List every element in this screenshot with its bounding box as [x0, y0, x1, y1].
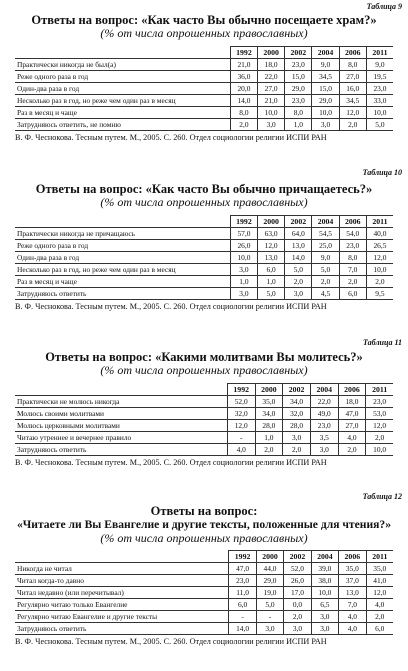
cell: 2,0	[366, 276, 393, 288]
cell: 8,0	[339, 252, 366, 264]
cell: 9,0	[312, 59, 339, 71]
header-row	[15, 47, 393, 59]
cell: 9,5	[366, 288, 393, 300]
cell: 19,5	[366, 71, 393, 83]
row-label: Раз в месяц и чаще	[15, 276, 230, 288]
cell: 2,0	[283, 444, 311, 456]
cell: 3,0	[285, 288, 312, 300]
year-header: 2011	[366, 384, 393, 396]
cell: 2,0	[284, 611, 311, 623]
cell: 49,0	[310, 408, 338, 420]
cell: 4,0	[339, 611, 366, 623]
row-label: Затрудняюсь ответить	[15, 444, 227, 456]
row-label: Раз в месяц и чаще	[15, 107, 230, 119]
cell: 40,0	[366, 228, 393, 240]
year-header: 2006	[339, 551, 366, 563]
year-header: 2002	[284, 551, 311, 563]
cell: 10,0	[312, 107, 339, 119]
table-row	[15, 432, 393, 444]
data-table	[15, 550, 393, 635]
cell: 10,0	[366, 107, 393, 119]
cell: 9,0	[366, 59, 393, 71]
cell: 2,0	[366, 611, 393, 623]
blank-header	[15, 384, 227, 396]
cell: 15,0	[312, 83, 339, 95]
table-row	[15, 276, 393, 288]
cell: 28,0	[283, 420, 311, 432]
table-source: В. Ф. Чеснокова. Тесным путем. М., 2005. С. 260. Отдел социологии религии ИСПИ РАН	[15, 458, 327, 467]
cell: 3,0	[310, 444, 338, 456]
cell: 16,0	[339, 83, 366, 95]
cell: 34,5	[339, 95, 366, 107]
cell: 17,0	[284, 587, 311, 599]
cell: 35,0	[339, 563, 366, 575]
year-header: 2002	[283, 384, 311, 396]
cell: 35,0	[366, 563, 393, 575]
table-row	[15, 107, 393, 119]
cell: 27,0	[258, 83, 285, 95]
cell: 19,0	[256, 587, 283, 599]
table-title: Ответы на вопрос: «Как часто Вы обычно причащаетесь?»	[35, 182, 373, 196]
year-header: 1992	[227, 384, 255, 396]
table-row	[15, 240, 393, 252]
year-header: 2006	[339, 216, 366, 228]
table-row	[15, 252, 393, 264]
table-source: В. Ф. Чеснокова. Тесным путем. М., 2005. С. 260. Отдел социологии религии ИСПИ РАН	[15, 302, 327, 311]
table-row	[15, 420, 393, 432]
cell: -	[229, 611, 256, 623]
cell: 23,0	[339, 240, 366, 252]
year-header: 2000	[258, 216, 285, 228]
cell: 34,0	[255, 408, 283, 420]
row-label: Молюсь церковными молитвами	[15, 420, 227, 432]
cell: 6,0	[366, 623, 393, 635]
row-label: Практически не молюсь никогда	[15, 396, 227, 408]
cell: 33,0	[366, 95, 393, 107]
cell: 4,0	[366, 599, 393, 611]
table-row	[15, 288, 393, 300]
table-title-line1: Ответы на вопрос:	[150, 504, 258, 518]
cell: 12,0	[366, 420, 393, 432]
cell: 1,0	[285, 119, 312, 131]
table-row	[15, 59, 393, 71]
cell: 2,0	[230, 119, 257, 131]
cell: 29,0	[285, 83, 312, 95]
row-label: Читал когда-то давно	[15, 575, 229, 587]
cell: 23,0	[285, 95, 312, 107]
cell: 32,0	[227, 408, 255, 420]
row-label: Никогда не читал	[15, 563, 229, 575]
cell: 5,0	[256, 599, 283, 611]
table-row	[15, 575, 393, 587]
cell: 6,0	[339, 288, 366, 300]
cell: 22,0	[310, 396, 338, 408]
row-label: Регулярно читаю только Евангелие	[15, 599, 229, 611]
cell: 6,5	[311, 599, 338, 611]
year-header: 2002	[285, 47, 312, 59]
table-title: Ответы на вопрос: «Какими молитвами Вы молитесь?»	[45, 350, 363, 364]
cell: 15,0	[285, 71, 312, 83]
year-header: 2006	[338, 384, 366, 396]
cell: 2,0	[312, 276, 339, 288]
table-number: Таблица 10	[362, 168, 402, 177]
cell: 1,0	[230, 276, 257, 288]
cell: 26,0	[230, 240, 257, 252]
cell: 7,0	[339, 264, 366, 276]
year-header: 2000	[258, 47, 285, 59]
cell: 0,0	[284, 599, 311, 611]
table-row	[15, 408, 393, 420]
year-header: 2011	[366, 551, 393, 563]
year-header: 2011	[366, 216, 393, 228]
table-subtitle: (% от числа опрошенных православных)	[100, 26, 308, 40]
cell: 6,0	[229, 599, 256, 611]
row-label: Практически никогда не причащаюсь	[15, 228, 230, 240]
table-subtitle: (% от числа опрошенных православных)	[100, 531, 308, 545]
cell: 47,0	[338, 408, 366, 420]
data-table	[15, 46, 393, 131]
cell: 23,0	[285, 59, 312, 71]
cell: 21,0	[258, 95, 285, 107]
cell: 54,5	[312, 228, 339, 240]
data-table	[15, 383, 393, 456]
cell: 10,0	[258, 107, 285, 119]
cell: 1,0	[258, 276, 285, 288]
cell: 41,0	[366, 575, 393, 587]
cell: 53,0	[366, 408, 393, 420]
cell: 35,0	[255, 396, 283, 408]
cell: 37,0	[339, 575, 366, 587]
cell: 29,0	[256, 575, 283, 587]
year-header: 2006	[339, 47, 366, 59]
cell: 5,0	[258, 288, 285, 300]
cell: 11,0	[229, 587, 256, 599]
cell: 13,0	[339, 587, 366, 599]
cell: 2,0	[339, 119, 366, 131]
cell: 5,0	[312, 264, 339, 276]
table-source: В. Ф. Чеснокова. Тесным путем. М., 2005. С. 260. Отдел социологии религии ИСПИ РАН	[15, 637, 327, 646]
cell: 34,5	[312, 71, 339, 83]
cell: 29,0	[312, 95, 339, 107]
cell: 4,0	[227, 444, 255, 456]
table-title-line2: «Читаете ли Вы Евангелие и другие тексты, положенные для чтения?»	[16, 518, 391, 531]
header-row	[15, 216, 393, 228]
row-label: Несколько раз в год, но реже чем один раз в месяц	[15, 264, 230, 276]
cell: 12,0	[227, 420, 255, 432]
cell: 9,0	[312, 252, 339, 264]
cell: -	[227, 432, 255, 444]
cell: 2,0	[285, 276, 312, 288]
table-row	[15, 599, 393, 611]
year-header: 2000	[255, 384, 283, 396]
cell: 5,0	[366, 119, 393, 131]
cell: 5,0	[285, 264, 312, 276]
cell: 10,0	[230, 252, 257, 264]
cell: 8,0	[339, 59, 366, 71]
table-row	[15, 611, 393, 623]
cell: 13,0	[258, 252, 285, 264]
table-number: Таблица 11	[363, 338, 402, 347]
cell: 1,0	[255, 432, 283, 444]
cell: 3,0	[256, 623, 283, 635]
cell: 26,0	[284, 575, 311, 587]
header-row	[15, 384, 393, 396]
row-label: Один-два раза в год	[15, 83, 230, 95]
cell: 18,0	[258, 59, 285, 71]
cell: 4,0	[339, 623, 366, 635]
cell: 21,0	[230, 59, 257, 71]
cell: 4,5	[312, 288, 339, 300]
year-header: 1992	[230, 216, 257, 228]
blank-header	[15, 47, 230, 59]
cell: 23,0	[366, 83, 393, 95]
row-label: Реже одного раза в год	[15, 240, 230, 252]
row-label: Молюсь своими молитвами	[15, 408, 227, 420]
table-row	[15, 563, 393, 575]
cell: 64,0	[285, 228, 312, 240]
table-number: Таблица 12	[362, 492, 402, 501]
table-subtitle: (% от числа опрошенных православных)	[100, 363, 308, 377]
table-row	[15, 396, 393, 408]
cell: 36,0	[230, 71, 257, 83]
cell: 2,0	[255, 444, 283, 456]
cell: 3,0	[311, 623, 338, 635]
cell: 38,0	[311, 575, 338, 587]
row-label: Несколько раз в год, но реже чем один раз в месяц	[15, 95, 230, 107]
cell: 3,0	[258, 119, 285, 131]
cell: 63,0	[258, 228, 285, 240]
cell: 6,0	[258, 264, 285, 276]
cell: 34,0	[283, 396, 311, 408]
year-header: 2004	[312, 216, 339, 228]
year-header: 2004	[311, 551, 338, 563]
row-label: Затрудняюсь ответить	[15, 288, 230, 300]
header-row	[15, 551, 393, 563]
cell: 23,0	[310, 420, 338, 432]
cell: 39,0	[311, 563, 338, 575]
cell: 54,0	[339, 228, 366, 240]
table-title: Ответы на вопрос: «Как часто Вы обычно посещаете храм?»	[31, 13, 377, 27]
blank-header	[15, 216, 230, 228]
cell: 3,5	[310, 432, 338, 444]
cell: 3,0	[283, 432, 311, 444]
cell: 12,0	[258, 240, 285, 252]
table-row	[15, 444, 393, 456]
cell: 14,0	[285, 252, 312, 264]
cell: 12,0	[366, 252, 393, 264]
cell: 10,0	[366, 264, 393, 276]
table-row	[15, 119, 393, 131]
row-label: Один-два раза в год	[15, 252, 230, 264]
cell: 23,0	[366, 396, 393, 408]
cell: 2,0	[339, 276, 366, 288]
cell: 3,0	[312, 119, 339, 131]
table-row	[15, 95, 393, 107]
year-header: 2004	[310, 384, 338, 396]
table-row	[15, 71, 393, 83]
cell: 4,0	[338, 432, 366, 444]
cell: 8,0	[285, 107, 312, 119]
cell: 10,0	[311, 587, 338, 599]
row-label: Читал недавно (или перечитывал)	[15, 587, 229, 599]
cell: 52,0	[284, 563, 311, 575]
cell: 32,0	[283, 408, 311, 420]
cell: 44,0	[256, 563, 283, 575]
cell: 3,0	[230, 288, 257, 300]
cell: 10,0	[366, 444, 393, 456]
year-header: 2004	[312, 47, 339, 59]
table-number: Таблица 9	[366, 2, 402, 11]
cell: 47,0	[229, 563, 256, 575]
cell: 27,0	[338, 420, 366, 432]
cell: 27,0	[339, 71, 366, 83]
cell: 13,0	[285, 240, 312, 252]
cell: 25,0	[312, 240, 339, 252]
row-label: Практически никогда не был(а)	[15, 59, 230, 71]
cell: 28,0	[255, 420, 283, 432]
row-label: Затрудняюсь ответить	[15, 623, 229, 635]
cell: 2,0	[338, 444, 366, 456]
table-11-block	[0, 336, 408, 467]
table-row	[15, 228, 393, 240]
cell: 3,0	[311, 611, 338, 623]
year-header: 1992	[230, 47, 257, 59]
table-subtitle: (% от числа опрошенных православных)	[100, 195, 308, 209]
cell: -	[256, 611, 283, 623]
year-header: 2011	[366, 47, 393, 59]
cell: 2,0	[366, 432, 393, 444]
cell: 23,0	[229, 575, 256, 587]
cell: 57,0	[230, 228, 257, 240]
year-header: 2000	[256, 551, 283, 563]
table-row	[15, 83, 393, 95]
cell: 8,0	[230, 107, 257, 119]
table-row	[15, 587, 393, 599]
cell: 20,0	[230, 83, 257, 95]
table-row	[15, 623, 393, 635]
cell: 3,0	[230, 264, 257, 276]
row-label: Регулярно читаю Евангелие и другие тексты	[15, 611, 229, 623]
table-9-block	[0, 0, 408, 142]
row-label: Реже одного раза в год	[15, 71, 230, 83]
cell: 22,0	[258, 71, 285, 83]
cell: 26,5	[366, 240, 393, 252]
table-source: В. Ф. Чеснокова. Тесным путем. М., 2005. С. 260. Отдел социологии религии ИСПИ РАН	[15, 133, 327, 142]
data-table	[15, 215, 393, 300]
cell: 7,0	[339, 599, 366, 611]
table-10-block	[0, 166, 408, 311]
row-label: Читаю утреннее и вечернее правило	[15, 432, 227, 444]
row-label: Затрудняюсь ответить, не помню	[15, 119, 230, 131]
cell: 12,0	[339, 107, 366, 119]
cell: 12,0	[366, 587, 393, 599]
blank-header	[15, 551, 229, 563]
cell: 3,0	[284, 623, 311, 635]
year-header: 1992	[229, 551, 256, 563]
cell: 18,0	[338, 396, 366, 408]
year-header: 2002	[285, 216, 312, 228]
table-row	[15, 264, 393, 276]
cell: 52,0	[227, 396, 255, 408]
table-12-block	[0, 490, 408, 646]
cell: 14,0	[230, 95, 257, 107]
cell: 14,0	[229, 623, 256, 635]
